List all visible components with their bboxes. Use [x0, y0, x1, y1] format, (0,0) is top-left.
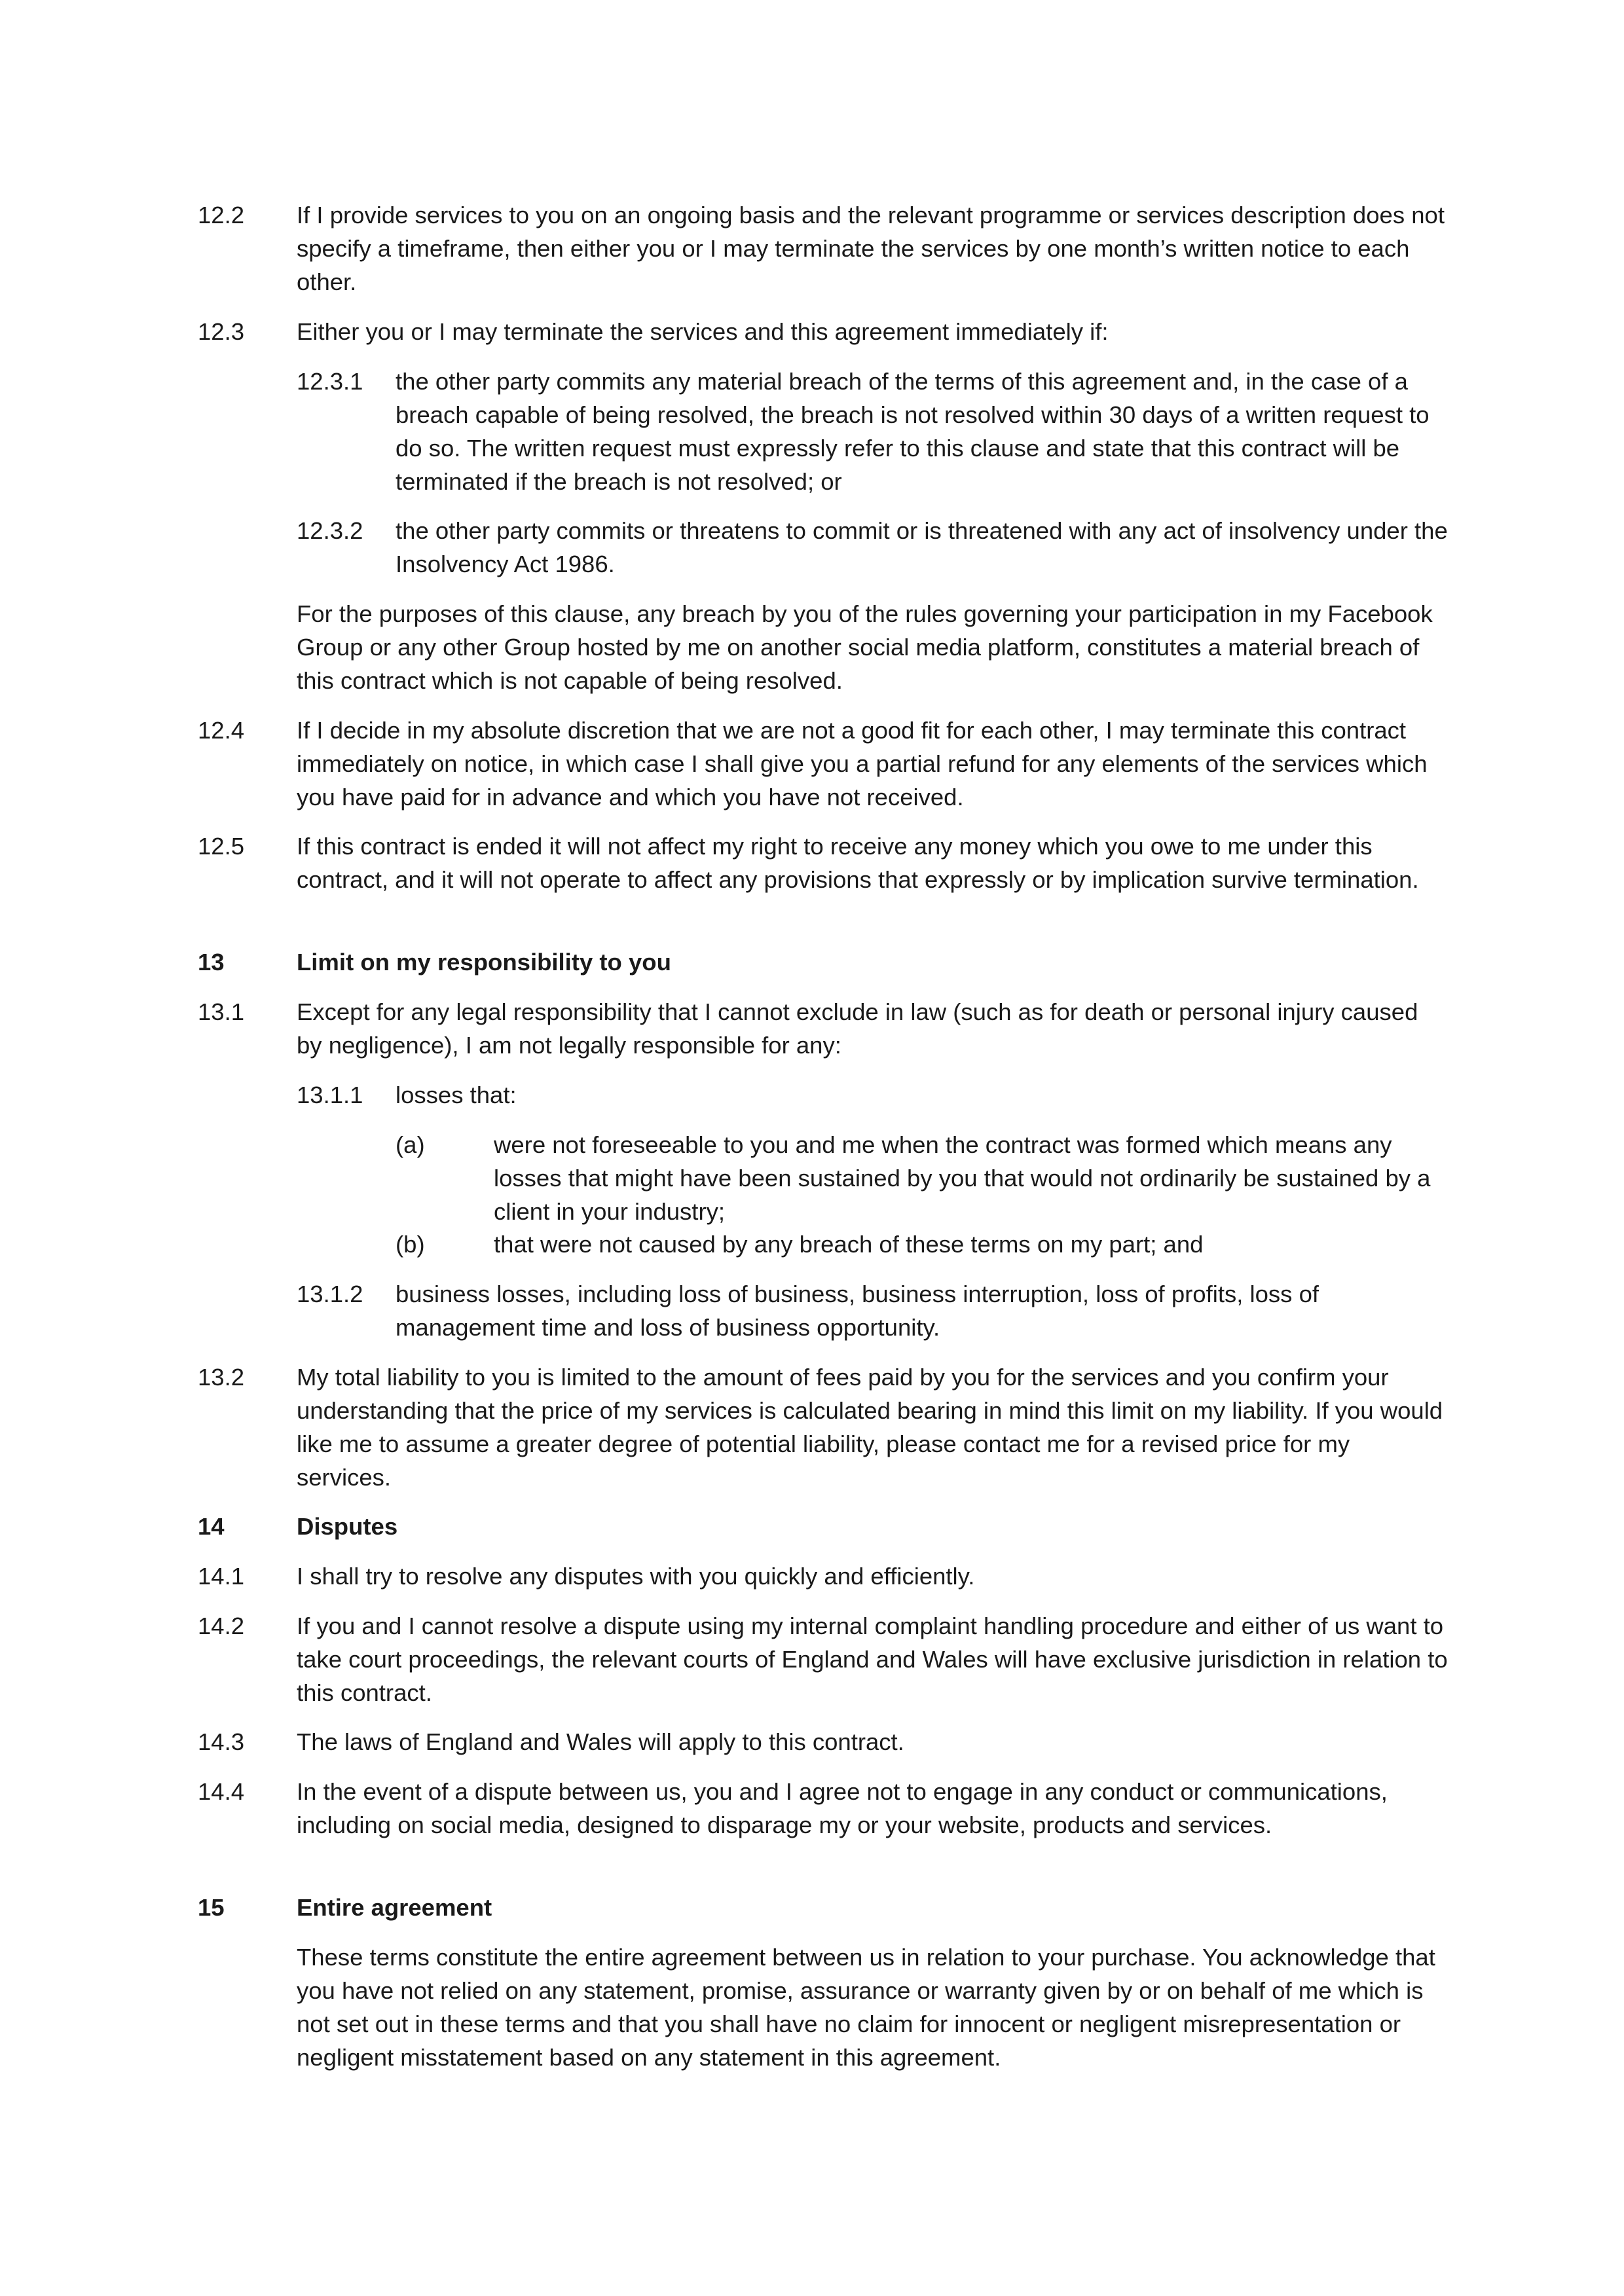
clause-text: that were not caused by any breach of these terms on my part; and — [494, 1231, 1204, 1258]
clause-number: 14.1 — [198, 1563, 245, 1590]
clause-text: My total liability to you is limited to the amount of fees paid by you for the services and you confirm your understanding that the price of my services is calculated bearing in mind this limit on my liability. If you would like me to assume a greater degree of potential liability, please contact me for a revised price for my services. — [297, 1364, 1443, 1491]
clause-number: 12.5 — [198, 833, 245, 860]
clause-number: (b) — [396, 1231, 425, 1258]
clause-number: 12.4 — [198, 717, 245, 744]
paragraph-text: These terms constitute the entire agreement between us in relation to your purchase. You acknowledge that you have not relied on any statement, promise, assurance or warranty given by or on behalf of me which is not set out in these terms and that you shall have no claim for innocent or negligent misrepresentation or negligent misstatement based on any statement in this agreement. — [297, 1944, 1435, 2071]
clause-number: 13.1 — [198, 998, 245, 1025]
clause-number: 13.1.1 — [297, 1082, 363, 1108]
section-title: Limit on my responsibility to you — [297, 949, 671, 975]
clause-text: the other party commits any material breach of the terms of this agreement and, in the case of a breach capable of being resolved, the breach is not resolved within 30 days of a written request to do so. The written request must expressly refer to this clause and state that this contract will be terminated if the breach is not resolved; or — [396, 368, 1430, 495]
clause-number: 12.2 — [198, 202, 245, 228]
clause-text: the other party commits or threatens to commit or is threatened with any act of insolvency under the Insolvency Act 1986. — [396, 517, 1448, 577]
clause-number: 14.3 — [198, 1728, 245, 1755]
clause-text: If I provide services to you on an ongoing basis and the relevant programme or services description does not specify a timeframe, then either you or I may terminate the services by one month’s written notice to each other. — [297, 202, 1445, 295]
clause-text: losses that: — [396, 1082, 517, 1108]
section-title: Disputes — [297, 1513, 398, 1540]
clause-number: 14.2 — [198, 1613, 245, 1639]
clause-text: In the event of a dispute between us, you and I agree not to engage in any conduct or communications, including on social media, designed to disparage my or your website, products and services. — [297, 1778, 1388, 1838]
clause-number: 12.3.2 — [297, 517, 363, 544]
section-number: 15 — [198, 1894, 225, 1921]
clause-number: 12.3 — [198, 318, 245, 345]
clause-number: 13.1.2 — [297, 1281, 363, 1307]
clause-text: The laws of England and Wales will apply to this contract. — [297, 1728, 904, 1755]
clause-text: Except for any legal responsibility that I cannot exclude in law (such as for death or personal injury caused by negligence), I am not legally responsible for any: — [297, 998, 1418, 1059]
section-number: 14 — [198, 1513, 225, 1540]
clause-text: If this contract is ended it will not affect my right to receive any money which you owe to me under this contract, and it will not operate to affect any provisions that expressly or by implication survive termination. — [297, 833, 1419, 893]
section-title: Entire agreement — [297, 1894, 492, 1921]
section-number: 13 — [198, 949, 225, 975]
clause-text: If you and I cannot resolve a dispute using my internal complaint handling procedure and either of us want to take court proceedings, the relevant courts of England and Wales will have exclusive jurisdiction in relation to this contract. — [297, 1613, 1448, 1706]
clause-text: Either you or I may terminate the services and this agreement immediately if: — [297, 318, 1109, 345]
clause-text: business losses, including loss of business, business interruption, loss of profits, loss of management time and loss of business opportunity. — [396, 1281, 1320, 1341]
clause-text: I shall try to resolve any disputes with you quickly and efficiently. — [297, 1563, 975, 1590]
clause-number: (a) — [396, 1131, 425, 1158]
clause-number: 12.3.1 — [297, 368, 363, 395]
clause-text: were not foreseeable to you and me when the contract was formed which means any losses that might have been sustained by you that would not ordinarily be sustained by a client in your industry; — [494, 1131, 1431, 1225]
clause-number: 13.2 — [198, 1364, 245, 1391]
paragraph-text: For the purposes of this clause, any breach by you of the rules governing your participation in my Facebook Group or any other Group hosted by me on another social media platform, constitutes a material breach of this contract which is not capable of being resolved. — [297, 600, 1433, 694]
clause-text: If I decide in my absolute discretion that we are not a good fit for each other, I may terminate this contract immediately on notice, in which case I shall give you a partial refund for any elements of the services which you have paid for in advance and which you have not received. — [297, 717, 1428, 811]
clause-number: 14.4 — [198, 1778, 245, 1805]
